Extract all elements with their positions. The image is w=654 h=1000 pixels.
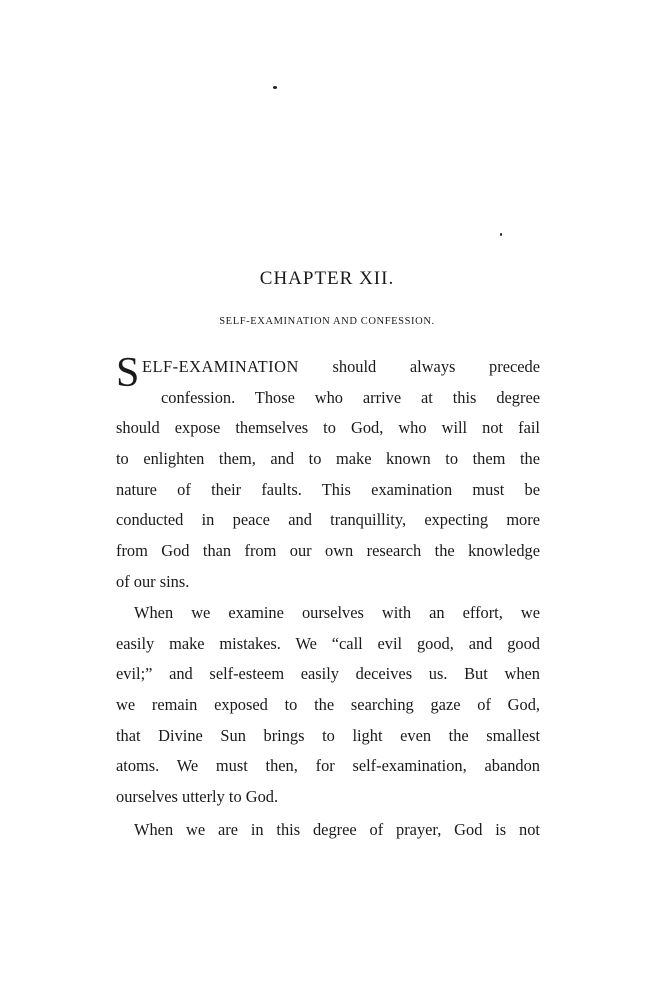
text-line: evil;” and self-esteem easily deceives us. But when <box>116 664 540 684</box>
text-line <box>116 352 540 383</box>
text-line: atoms. We must then, for self-examination, abandon <box>116 756 540 776</box>
text-line: that Divine Sun brings to light even the smallest <box>116 725 540 745</box>
chapter-title: CHAPTER XII. <box>259 268 395 289</box>
text-line: nature of their faults. This examination must be <box>116 479 540 499</box>
small-caps-lead: ELF-EXAMINATION <box>142 357 299 376</box>
paragraph <box>116 598 540 813</box>
text-line: to enlighten them, and to make known to them the <box>116 449 540 469</box>
text-line: of our sins. <box>116 571 190 591</box>
paragraph <box>116 815 540 846</box>
text-line: should expose themselves to God, who will not fail <box>116 418 540 438</box>
ink-speck <box>273 86 277 89</box>
text-line: confession. Those who arrive at this degree <box>161 387 540 407</box>
text-line: ourselves utterly to God. <box>116 787 279 807</box>
ink-speck <box>500 233 502 236</box>
chapter-subtitle: SELF-EXAMINATION AND CONFESSION. <box>219 316 435 327</box>
paragraph <box>116 352 540 598</box>
text-line-rest: should always precede <box>332 357 540 376</box>
text-line: conducted in peace and tranquillity, expecting more <box>116 510 540 530</box>
text-line: we remain exposed to the searching gaze of God, <box>116 695 540 715</box>
text-line: easily make mistakes. We “call evil good, and good <box>116 633 540 653</box>
text-line: When we examine ourselves with an effort, we <box>134 603 540 622</box>
drop-cap: S <box>116 350 140 396</box>
text-line: When we are in this degree of prayer, God is not <box>134 820 540 839</box>
text-line: from God than from our own research the knowledge <box>116 541 540 561</box>
